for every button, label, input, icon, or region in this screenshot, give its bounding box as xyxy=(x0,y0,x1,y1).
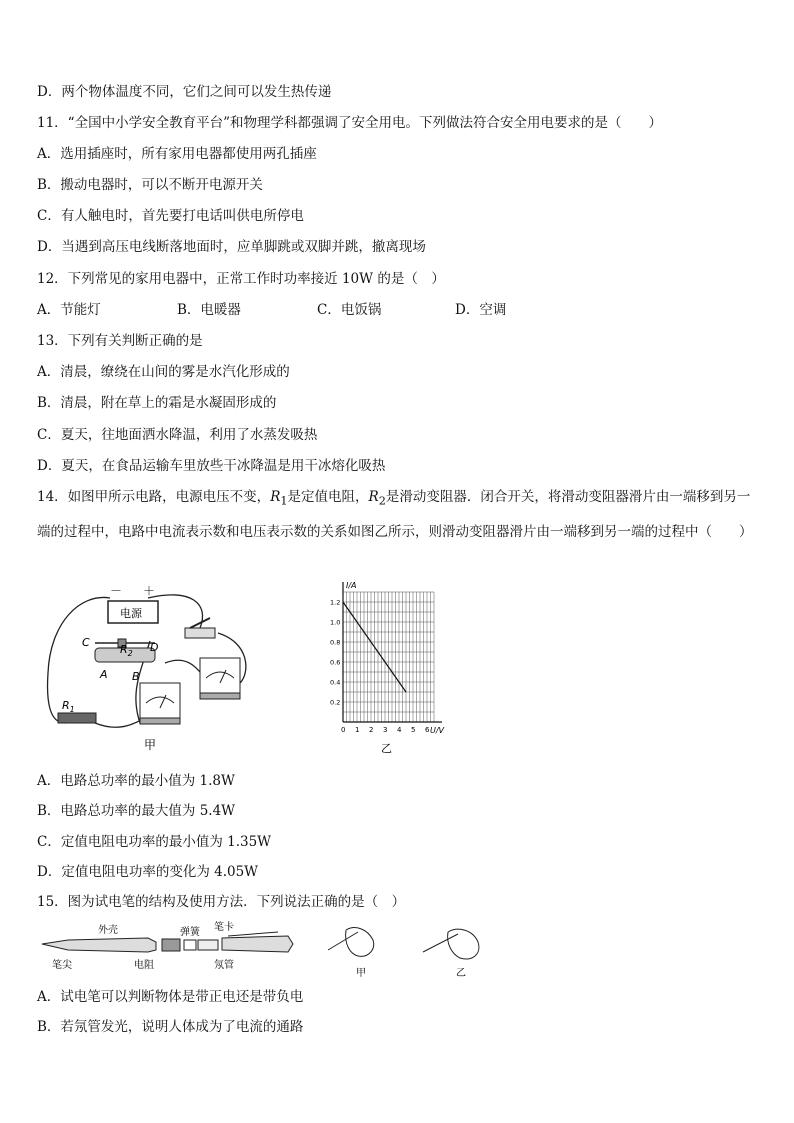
x-tick-label: 3 xyxy=(383,726,388,734)
q14-stem: 14．如图甲所示电路，电源电压不变，$R_1$是定值电阻，$R_2$是滑动变阻器．闭合开关，将滑动变阻器滑片由一端移到另一端的过程中，电路中电流表示数和电压表示数的关系如图乙所示，则滑动变阻器滑片由一端移到另一端的过程中（ ） xyxy=(37,489,753,540)
y-tick-label: 1.0 xyxy=(330,618,341,627)
q10-option-d: D．两个物体温度不同，它们之间可以发生热传递 xyxy=(37,84,332,100)
x-tick-label: 4 xyxy=(397,726,402,734)
q11-option-b: B．搬动电器时，可以不断开电源开关 xyxy=(37,177,263,193)
q14-option-b: B．电路总功率的最大值为 5.4W xyxy=(37,803,236,819)
q15-stem: 15．图为试电笔的结构及使用方法．下列说法正确的是（ ） xyxy=(37,894,406,910)
y-tick-label: 0.6 xyxy=(330,658,341,667)
ammeter-icon xyxy=(140,683,180,724)
q12-options xyxy=(37,301,506,319)
terminal-d-label: D xyxy=(150,641,159,654)
power-label: 电源 xyxy=(120,607,142,620)
terminal-c-label: C xyxy=(82,636,90,649)
q13-option-d: D．夏天，在食品运输车里放些干冰降温是用干冰熔化吸热 xyxy=(37,458,386,474)
plus-label: ＋ xyxy=(143,584,156,598)
hand-holding-pen-a-icon xyxy=(328,928,374,957)
y-tick-label: 0.2 xyxy=(330,698,341,707)
q14-option-d: D．定值电阻电功率的变化为 4.05W xyxy=(37,864,259,880)
wire-bottom xyxy=(95,718,145,727)
label-resistor: 电阻 xyxy=(134,960,154,971)
y-tick-label: 1.2 xyxy=(330,598,341,607)
q14-option-a: A．电路总功率的最小值为 1.8W xyxy=(37,773,235,789)
q12-option-c: C．电饭锅 xyxy=(317,302,382,318)
chart-ticks xyxy=(330,599,430,735)
q15-option-a: A．试电笔可以判断物体是带正电还是带负电 xyxy=(37,989,304,1005)
x-tick-label: 2 xyxy=(369,726,374,734)
x-tick-label: 6 xyxy=(425,726,430,734)
circuit-diagram xyxy=(40,583,260,755)
q13-option-b: B．清晨，附在草上的霜是水凝固形成的 xyxy=(37,395,277,411)
q13-stem: 13．下列有关判断正确的是 xyxy=(37,333,203,349)
label-tip: 笔尖 xyxy=(52,960,72,971)
x-tick-label: 0 xyxy=(341,726,346,734)
pen-body-icon xyxy=(42,932,293,952)
circuit-caption: 甲 xyxy=(144,738,157,752)
q12-option-d: D．空调 xyxy=(455,302,507,318)
r2-label: $R_2$ xyxy=(120,643,133,658)
caption-a: 甲 xyxy=(356,968,366,979)
x-tick-label: 1 xyxy=(355,726,360,734)
q12-option-a: A．节能灯 xyxy=(37,302,101,318)
y-axis-label: I/A xyxy=(346,581,357,590)
label-clip: 笔卡 xyxy=(214,922,234,933)
q15-option-b: B．若氖管发光，说明人体成为了电流的通路 xyxy=(37,1019,304,1035)
r1-label: $R_1$ xyxy=(62,699,75,714)
label-neon: 氖管 xyxy=(214,960,234,971)
q11-option-c: C．有人触电时，首先要打电话叫供电所停电 xyxy=(37,208,304,224)
terminal-a-label: A xyxy=(100,668,108,681)
iu-chart xyxy=(305,581,465,757)
q11-option-a: A．选用插座时，所有家用电器都使用两孔插座 xyxy=(37,146,317,162)
wire-meter xyxy=(165,660,205,678)
y-tick-label: 0.4 xyxy=(330,678,341,687)
chart-grid xyxy=(343,592,434,722)
chart-caption: 乙 xyxy=(381,742,392,755)
switch-icon xyxy=(185,618,215,638)
q11-option-d: D．当遇到高压电线断落地面时，应单脚跳或双脚并跳，撤离现场 xyxy=(37,239,426,255)
terminal-b-label: B xyxy=(132,670,140,683)
hand-holding-pen-b-icon xyxy=(423,929,479,959)
voltmeter-icon xyxy=(200,658,240,699)
label-shell: 外壳 xyxy=(98,925,118,936)
q13-option-c: C．夏天，往地面洒水降温，利用了水蒸发吸热 xyxy=(37,427,318,443)
q14-option-c: C．定值电阻电功率的最小值为 1.35W xyxy=(37,834,272,850)
caption-b: 乙 xyxy=(456,968,466,979)
q11-stem: 11．“全国中小学安全教育平台”和物理学科都强调了安全用电。下列做法符合安全用电要求的是（ ） xyxy=(37,115,662,131)
label-spring: 弹簧 xyxy=(180,927,200,938)
q13-option-a: A．清晨，缭绕在山间的雾是水汽化形成的 xyxy=(37,364,290,380)
minus-label: － xyxy=(110,584,123,598)
x-tick-label: 5 xyxy=(411,726,416,734)
q12-option-b: B．电暖器 xyxy=(177,302,241,318)
fixed-resistor-icon xyxy=(58,713,96,723)
q12-stem: 12．下列常见的家用电器中，正常工作时功率接近 10W 的是（ ） xyxy=(37,271,445,287)
y-tick-label: 0.8 xyxy=(330,638,341,647)
test-pen-figure xyxy=(38,920,498,980)
x-axis-label: U/V xyxy=(430,726,445,735)
